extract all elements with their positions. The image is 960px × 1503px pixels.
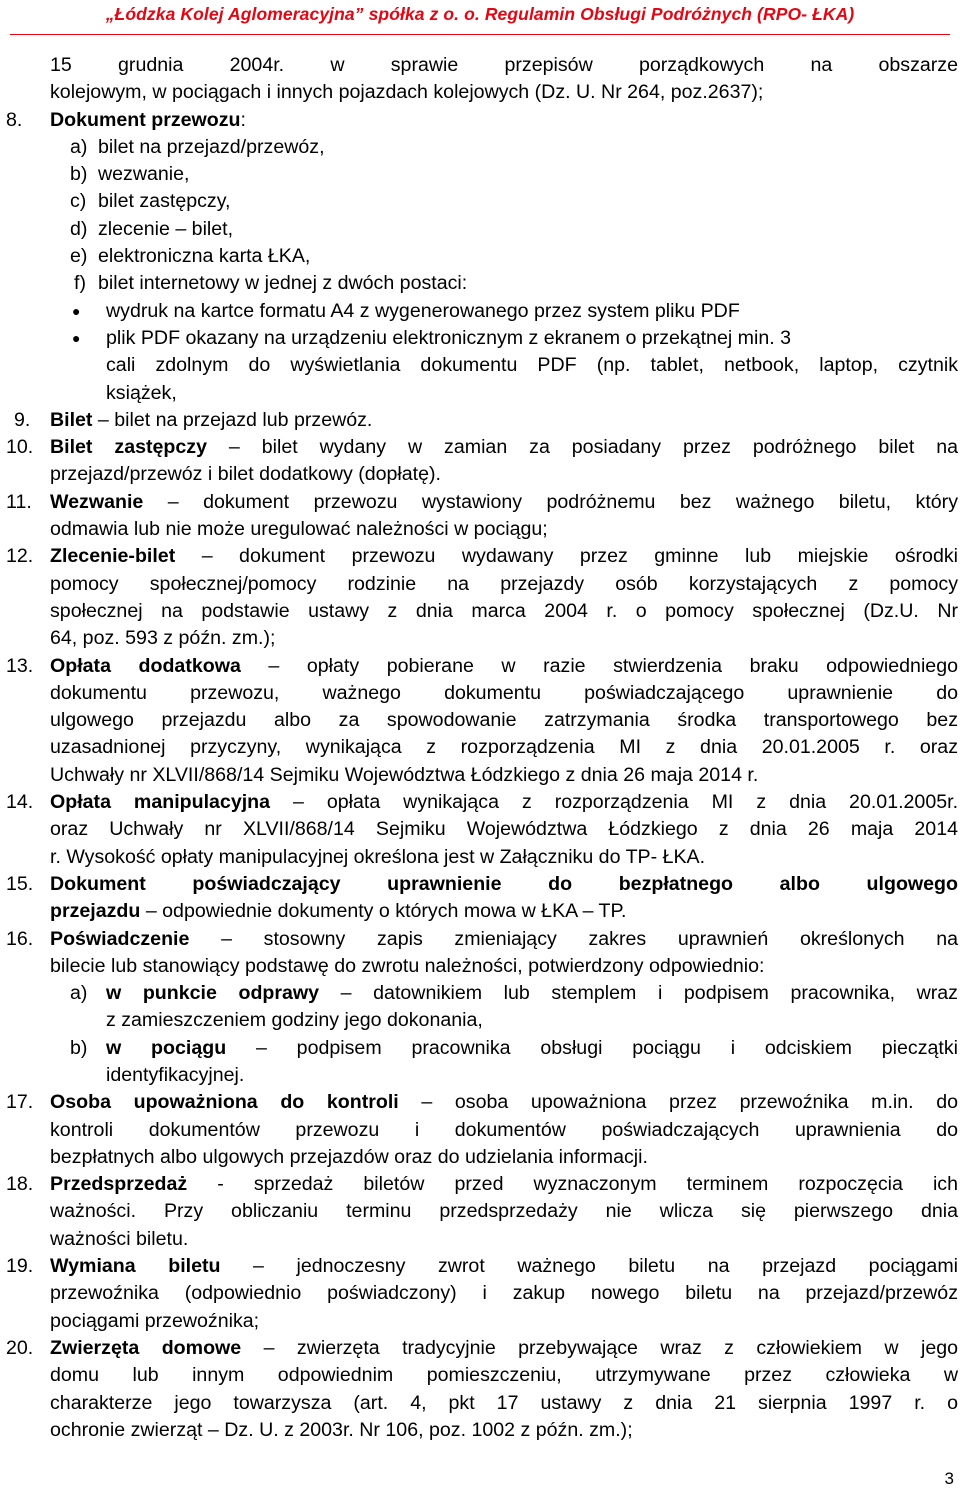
term: w pociągu <box>106 1036 227 1059</box>
text-line <box>0 1117 960 1144</box>
text-line <box>0 898 960 925</box>
text-line <box>0 352 960 379</box>
text: społecznej na podstawie ustawy z dnia marca 2004 r. o pomocy społecznej (Dz.U. Nr <box>50 599 958 622</box>
text-line <box>0 816 960 843</box>
text: oraz Uchwały nr XLVII/868/14 Sejmiku Województwa Łódzkiego z dnia 26 maja 2014 <box>50 818 958 841</box>
text: 15 grudnia 2004r. w sprawie przepisów porządkowych na obszarze <box>50 54 958 76</box>
text-line <box>0 953 960 980</box>
sub-item <box>0 270 960 297</box>
text: – jednoczesny zwrot ważnego biletu na przejazd pociągami <box>220 1255 958 1278</box>
text: ważności. Przy obliczaniu terminu przedsprzedaży nie wlicza się pierwszego dnia <box>50 1200 958 1223</box>
text: Uchwały nr XLVII/868/14 Sejmiku Województwa Łódzkiego z dnia 26 maja 2014 r. <box>50 763 759 786</box>
text-line <box>0 1198 960 1225</box>
text: 64, poz. 593 z późn. zm.); <box>50 627 276 650</box>
text-line <box>0 461 960 488</box>
list-item-14 <box>0 789 960 816</box>
text: – dokument przewozu wydawany przez gminne lub miejskie ośrodki <box>175 545 958 568</box>
bullet-item <box>0 298 960 325</box>
text-line <box>0 1308 960 1335</box>
sub-label: f) <box>74 272 86 295</box>
text: cali zdolnym do wyświetlania dokumentu PDF (np. tablet, netbook, laptop, czytnik <box>106 354 958 377</box>
text: dokumentu przewozu, ważnego dokumentu poświadczającego uprawnienie do <box>50 681 958 704</box>
term: przejazdu <box>50 900 141 923</box>
text: przejazd/przewóz i bilet dodatkowy (dopłatę). <box>50 463 441 486</box>
text: z zamieszczeniem godziny jego dokonania, <box>106 1009 483 1032</box>
text: bezpłatnych albo ulgowych przejazdów oraz do udzielania informacji. <box>50 1145 648 1168</box>
text-line <box>0 598 960 625</box>
text: – osoba upoważniona przez przewoźnika m.in. do <box>398 1091 959 1114</box>
text-line <box>0 1062 960 1089</box>
text: domu lub innym odpowiednim pomieszczeniu, utrzymywane przez człowieka w <box>50 1364 958 1387</box>
sub-item <box>0 980 960 1007</box>
text-line <box>0 79 960 106</box>
term: Przedsprzedaż <box>50 1173 188 1196</box>
term: Poświadczenie <box>50 927 190 950</box>
text: : <box>240 108 246 131</box>
list-item-16 <box>0 926 960 953</box>
list-item-19 <box>0 1253 960 1280</box>
text: uzasadnionej przyczyny, wynikająca z rozporządzenia MI z dnia 20.01.2005 r. oraz <box>50 736 958 759</box>
text: bilecie lub stanowiący podstawę do zwrotu należności, potwierdzony odpowiednio: <box>50 954 765 977</box>
text: bilet zastępczy, <box>98 190 231 213</box>
text-line <box>0 571 960 598</box>
text: książek, <box>106 381 177 404</box>
sub-item <box>0 134 960 161</box>
sub-label: a) <box>70 982 88 1005</box>
text: charakterze jego towarzysza (art. 4, pkt 17 ustawy z dnia 21 sierpnia 1997 r. o <box>50 1391 958 1414</box>
term: Opłata manipulacyjna <box>50 791 271 814</box>
term: Wymiana biletu <box>50 1255 221 1278</box>
sub-label: b) <box>70 1036 88 1059</box>
term: Zlecenie-bilet <box>50 545 176 568</box>
text: – dokument przewozu wystawiony podróżnemu bez ważnego biletu, który <box>143 490 958 513</box>
text-line <box>0 625 960 652</box>
sub-label: e) <box>70 245 88 268</box>
text-line <box>0 1144 960 1171</box>
sub-label: c) <box>70 190 87 213</box>
item-number: 14. <box>6 791 34 814</box>
text-line <box>0 1362 960 1389</box>
text: bilet internetowy w jednej z dwóch postaci: <box>98 272 468 295</box>
text: przewoźnika (odpowiednio poświadczony) i zakup nowego biletu na przejazd/przewóz <box>50 1282 958 1305</box>
sub-label: d) <box>70 217 88 240</box>
text: odmawia lub nie może uregulować należności w pociągu; <box>50 518 548 541</box>
text: kolejowym, w pociągach i innych pojazdach kolejowych (Dz. U. Nr 264, poz.2637); <box>50 81 764 104</box>
text-line <box>0 762 960 789</box>
text-line <box>0 52 960 79</box>
text: – bilet na przejazd lub przewóz. <box>92 408 373 431</box>
text: – odpowiednie dokumenty o których mowa w ŁKA – TP. <box>140 900 627 923</box>
text: – podpisem pracownika obsługi pociągu i odciskiem pieczątki <box>226 1036 958 1059</box>
list-item-12 <box>0 543 960 570</box>
list-item-11 <box>0 489 960 516</box>
list-item-10 <box>0 434 960 461</box>
term: Opłata dodatkowa <box>50 654 241 677</box>
bullet-item <box>0 325 960 352</box>
document-header: „Łódzka Kolej Aglomeracyjna” spółka z o. o. Regulamin Obsługi Podróżnych (RPO- ŁKA) <box>105 4 855 24</box>
text: kontroli dokumentów przewozu i dokumentów poświadczających uprawnienia do <box>50 1118 958 1141</box>
item-number: 17. <box>6 1091 34 1114</box>
text: identyfikacyjnej. <box>106 1063 245 1086</box>
item-number: 11. <box>6 490 32 513</box>
text: – opłaty pobierane w razie stwierdzenia braku odpowiedniego <box>240 654 958 677</box>
text: zlecenie – bilet, <box>98 217 234 240</box>
term: w punkcie odprawy <box>106 982 320 1005</box>
bullet-icon: ● <box>72 329 81 346</box>
text: bilet na przejazd/przewóz, <box>98 135 325 158</box>
sub-label: b) <box>70 163 88 186</box>
text: ulgowego przejazdu albo za spowodowanie zatrzymania środka transportowego bez <box>50 709 958 732</box>
item-number: 19. <box>6 1255 34 1278</box>
item-number: 18. <box>6 1173 34 1196</box>
text: pomocy społecznej/pomocy rodzinie na przejazdy osób korzystających z pomocy <box>50 572 958 595</box>
text-line <box>0 1226 960 1253</box>
text: – stosowny zapis zmieniający zakres uprawnień określonych na <box>189 927 958 950</box>
item-number: 13. <box>6 654 34 677</box>
header-divider <box>10 34 950 35</box>
item-number: 8. <box>6 108 23 131</box>
text: – opłata wynikająca z rozporządzenia MI z dnia 20.01.2005r. <box>270 791 959 814</box>
text: – datownikiem lub stemplem i podpisem pracownika, wraz <box>319 982 958 1005</box>
text-line <box>0 1390 960 1417</box>
bullet-icon: ● <box>72 302 81 319</box>
term: Osoba upoważniona do kontroli <box>50 1091 399 1114</box>
term: Dokument poświadczający uprawnienie do bezpłatnego albo ulgowego <box>50 872 958 895</box>
item-number: 16. <box>6 927 34 950</box>
sub-item <box>0 216 960 243</box>
text-line <box>0 707 960 734</box>
text-line <box>0 734 960 761</box>
list-item-13 <box>0 653 960 680</box>
term: Bilet zastępczy <box>50 436 207 459</box>
text-line <box>0 1417 960 1444</box>
list-item-20 <box>0 1335 960 1362</box>
sub-item <box>0 161 960 188</box>
sub-item <box>0 243 960 270</box>
item-number: 9. <box>14 408 31 431</box>
text: – zwierzęta tradycyjnie przebywające wraz z człowiekiem w jego <box>241 1336 959 1359</box>
sub-item <box>0 188 960 215</box>
text: wezwanie, <box>98 163 190 186</box>
text: plik PDF okazany na urządzeniu elektronicznym z ekranem o przekątnej min. 3 <box>106 326 792 349</box>
list-item-18 <box>0 1171 960 1198</box>
sub-item <box>0 1035 960 1062</box>
text: ochronie zwierząt – Dz. U. z 2003r. Nr 106, poz. 1002 z późn. zm.); <box>50 1418 633 1441</box>
list-item-8 <box>0 107 960 134</box>
text-line <box>0 1280 960 1307</box>
text: r. Wysokość opłaty manipulacyjnej określona jest w Załączniku do TP- ŁKA. <box>50 845 706 868</box>
text-line <box>0 380 960 407</box>
text: elektroniczna karta ŁKA, <box>98 245 311 268</box>
text-line <box>0 680 960 707</box>
item-number: 10. <box>6 436 34 459</box>
list-item-15 <box>0 871 960 898</box>
sub-label: a) <box>70 135 88 158</box>
list-item-9 <box>0 407 960 434</box>
text: – bilet wydany w zamian za posiadany przez podróżnego bilet na <box>206 436 958 459</box>
text: ważności biletu. <box>50 1227 189 1250</box>
text-line <box>0 844 960 871</box>
text: pociągami przewoźnika; <box>50 1309 260 1332</box>
term: Wezwanie <box>50 490 144 513</box>
document-body <box>0 52 960 1444</box>
list-item-17 <box>0 1089 960 1116</box>
term: Bilet <box>50 408 93 431</box>
text: - sprzedaż biletów przed wyznaczonym terminem rozpoczęcia ich <box>187 1173 958 1196</box>
item-number: 12. <box>6 545 34 568</box>
page-number: 3 <box>944 1469 954 1488</box>
text: wydruk na kartce formatu A4 z wygenerowanego przez system pliku PDF <box>106 299 740 322</box>
term: Zwierzęta domowe <box>50 1336 242 1359</box>
text-line <box>0 1007 960 1034</box>
term: Dokument przewozu <box>50 108 241 131</box>
item-number: 15. <box>6 872 34 895</box>
item-number: 20. <box>6 1336 34 1359</box>
text-line <box>0 516 960 543</box>
